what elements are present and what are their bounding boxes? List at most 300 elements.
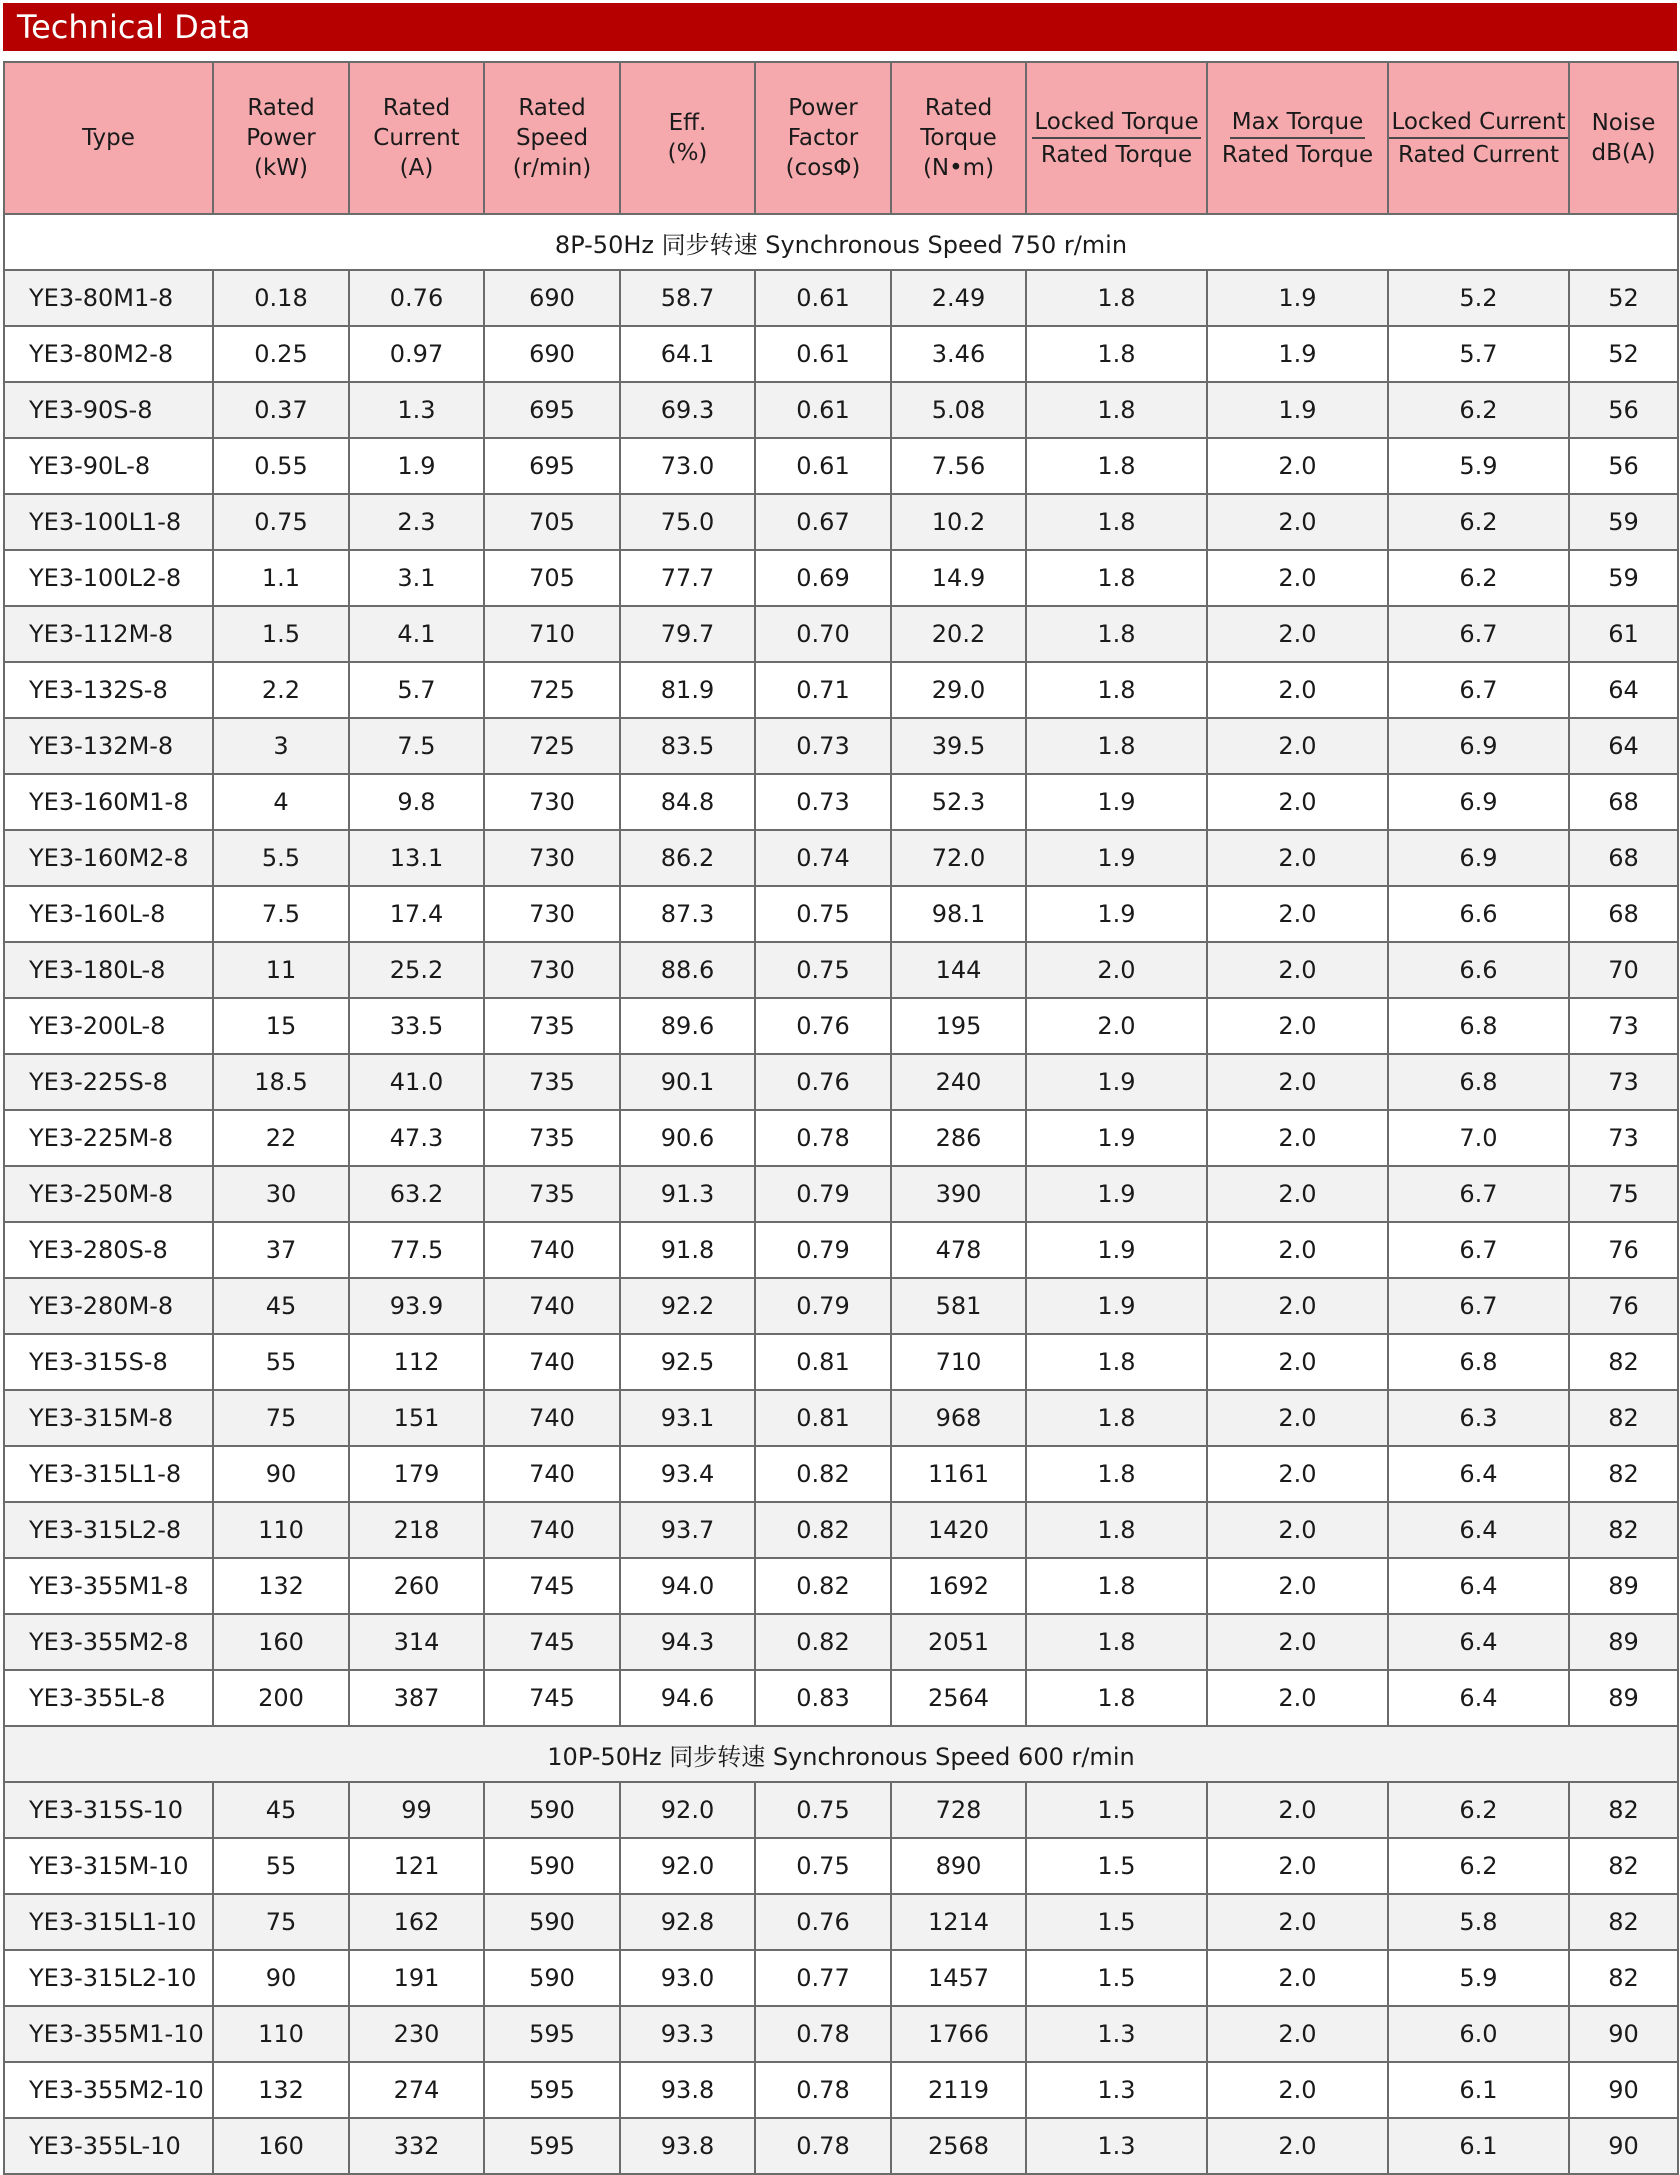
cell-type: YE3-180L-8 — [4, 942, 213, 998]
cell-power-factor: 0.70 — [755, 606, 891, 662]
cell-rated-current: 274 — [349, 2062, 484, 2118]
cell-locked-current-ratio: 6.9 — [1388, 830, 1569, 886]
col-header-noise — [1569, 62, 1678, 214]
cell-type: YE3-280S-8 — [4, 1222, 213, 1278]
cell-locked-current-ratio: 6.8 — [1388, 1334, 1569, 1390]
cell-type: YE3-90S-8 — [4, 382, 213, 438]
cell-rated-speed: 730 — [484, 886, 620, 942]
cell-type: YE3-100L1-8 — [4, 494, 213, 550]
cell-locked-current-ratio: 6.6 — [1388, 886, 1569, 942]
cell-noise: 68 — [1569, 830, 1678, 886]
table-row — [4, 1390, 1678, 1446]
cell-type: YE3-315M-10 — [4, 1838, 213, 1894]
cell-rated-current: 314 — [349, 1614, 484, 1670]
cell-type: YE3-315L1-8 — [4, 1446, 213, 1502]
cell-locked-torque-ratio: 1.8 — [1026, 382, 1207, 438]
cell-max-torque-ratio: 2.0 — [1207, 1110, 1388, 1166]
cell-rated-torque: 20.2 — [891, 606, 1026, 662]
cell-type: YE3-160M2-8 — [4, 830, 213, 886]
cell-locked-current-ratio: 6.3 — [1388, 1390, 1569, 1446]
cell-power-factor: 0.78 — [755, 1110, 891, 1166]
cell-rated-power: 30 — [213, 1166, 349, 1222]
cell-locked-current-ratio: 6.7 — [1388, 1222, 1569, 1278]
cell-power-factor: 0.78 — [755, 2062, 891, 2118]
cell-locked-torque-ratio: 1.9 — [1026, 1278, 1207, 1334]
cell-rated-speed: 705 — [484, 550, 620, 606]
cell-rated-power: 110 — [213, 2006, 349, 2062]
cell-eff: 81.9 — [620, 662, 755, 718]
cell-type: YE3-80M2-8 — [4, 326, 213, 382]
section-title: 8P-50Hz 同步转速 Synchronous Speed 750 r/min — [4, 214, 1678, 270]
cell-max-torque-ratio: 2.0 — [1207, 1390, 1388, 1446]
cell-rated-power: 3 — [213, 718, 349, 774]
cell-rated-power: 45 — [213, 1278, 349, 1334]
cell-type: YE3-315L1-10 — [4, 1894, 213, 1950]
cell-locked-torque-ratio: 1.9 — [1026, 830, 1207, 886]
cell-rated-torque: 2051 — [891, 1614, 1026, 1670]
cell-rated-speed: 745 — [484, 1614, 620, 1670]
cell-max-torque-ratio: 2.0 — [1207, 1614, 1388, 1670]
cell-rated-torque: 240 — [891, 1054, 1026, 1110]
cell-locked-torque-ratio: 1.8 — [1026, 1502, 1207, 1558]
cell-eff: 77.7 — [620, 550, 755, 606]
cell-max-torque-ratio: 2.0 — [1207, 1334, 1388, 1390]
cell-rated-torque: 286 — [891, 1110, 1026, 1166]
header-line: Power — [788, 95, 858, 121]
cell-power-factor: 0.78 — [755, 2006, 891, 2062]
cell-rated-power: 0.75 — [213, 494, 349, 550]
cell-locked-current-ratio: 6.9 — [1388, 774, 1569, 830]
cell-locked-current-ratio: 5.9 — [1388, 438, 1569, 494]
header-line: (A) — [399, 155, 434, 181]
technical-data-table — [3, 61, 1679, 2175]
cell-rated-speed: 740 — [484, 1222, 620, 1278]
cell-power-factor: 0.73 — [755, 774, 891, 830]
cell-type: YE3-315L2-10 — [4, 1950, 213, 2006]
table-row — [4, 830, 1678, 886]
cell-rated-torque: 195 — [891, 998, 1026, 1054]
cell-eff: 89.6 — [620, 998, 755, 1054]
cell-rated-current: 99 — [349, 1782, 484, 1838]
cell-noise: 82 — [1569, 1894, 1678, 1950]
cell-rated-power: 0.55 — [213, 438, 349, 494]
cell-locked-torque-ratio: 1.8 — [1026, 1614, 1207, 1670]
cell-locked-torque-ratio: 1.8 — [1026, 550, 1207, 606]
cell-rated-torque: 52.3 — [891, 774, 1026, 830]
table-row — [4, 1166, 1678, 1222]
cell-noise: 75 — [1569, 1166, 1678, 1222]
cell-rated-torque: 29.0 — [891, 662, 1026, 718]
cell-rated-current: 218 — [349, 1502, 484, 1558]
cell-rated-torque: 72.0 — [891, 830, 1026, 886]
cell-rated-speed: 590 — [484, 1894, 620, 1950]
cell-rated-speed: 710 — [484, 606, 620, 662]
ratio-denominator: Rated Torque — [1040, 141, 1193, 168]
ratio-numerator: Max Torque — [1230, 108, 1365, 139]
cell-rated-power: 37 — [213, 1222, 349, 1278]
cell-locked-current-ratio: 6.7 — [1388, 606, 1569, 662]
cell-rated-speed: 740 — [484, 1502, 620, 1558]
cell-noise: 70 — [1569, 942, 1678, 998]
cell-noise: 68 — [1569, 774, 1678, 830]
header-line: Noise — [1591, 110, 1656, 136]
cell-rated-speed: 595 — [484, 2006, 620, 2062]
cell-rated-current: 33.5 — [349, 998, 484, 1054]
cell-noise: 73 — [1569, 998, 1678, 1054]
cell-rated-current: 77.5 — [349, 1222, 484, 1278]
cell-eff: 64.1 — [620, 326, 755, 382]
cell-power-factor: 0.82 — [755, 1614, 891, 1670]
cell-max-torque-ratio: 2.0 — [1207, 2118, 1388, 2174]
cell-rated-torque: 14.9 — [891, 550, 1026, 606]
cell-locked-current-ratio: 5.8 — [1388, 1894, 1569, 1950]
cell-rated-torque: 3.46 — [891, 326, 1026, 382]
cell-noise: 89 — [1569, 1670, 1678, 1726]
cell-max-torque-ratio: 2.0 — [1207, 830, 1388, 886]
col-header-rated-current — [349, 62, 484, 214]
cell-rated-speed: 730 — [484, 830, 620, 886]
cell-type: YE3-225S-8 — [4, 1054, 213, 1110]
cell-rated-power: 0.18 — [213, 270, 349, 326]
cell-eff: 75.0 — [620, 494, 755, 550]
cell-eff: 84.8 — [620, 774, 755, 830]
cell-rated-power: 11 — [213, 942, 349, 998]
cell-type: YE3-160M1-8 — [4, 774, 213, 830]
cell-rated-torque: 968 — [891, 1390, 1026, 1446]
cell-type: YE3-355L-10 — [4, 2118, 213, 2174]
cell-locked-torque-ratio: 1.5 — [1026, 1838, 1207, 1894]
cell-rated-speed: 590 — [484, 1950, 620, 2006]
cell-locked-current-ratio: 5.7 — [1388, 326, 1569, 382]
cell-max-torque-ratio: 2.0 — [1207, 494, 1388, 550]
cell-eff: 73.0 — [620, 438, 755, 494]
header-line: Current — [373, 125, 460, 151]
cell-rated-torque: 39.5 — [891, 718, 1026, 774]
cell-power-factor: 0.76 — [755, 998, 891, 1054]
cell-locked-torque-ratio: 2.0 — [1026, 942, 1207, 998]
cell-locked-current-ratio: 7.0 — [1388, 1110, 1569, 1166]
cell-locked-torque-ratio: 1.5 — [1026, 1782, 1207, 1838]
cell-max-torque-ratio: 2.0 — [1207, 1446, 1388, 1502]
cell-power-factor: 0.76 — [755, 1054, 891, 1110]
cell-eff: 83.5 — [620, 718, 755, 774]
cell-type: YE3-355L-8 — [4, 1670, 213, 1726]
table-row — [4, 1110, 1678, 1166]
table-row — [4, 942, 1678, 998]
cell-rated-current: 332 — [349, 2118, 484, 2174]
cell-eff: 93.8 — [620, 2062, 755, 2118]
cell-eff: 91.3 — [620, 1166, 755, 1222]
table-row — [4, 606, 1678, 662]
cell-power-factor: 0.82 — [755, 1502, 891, 1558]
title-bar — [3, 3, 1677, 51]
header-line: Factor — [787, 125, 859, 151]
cell-noise: 73 — [1569, 1054, 1678, 1110]
cell-rated-power: 5.5 — [213, 830, 349, 886]
section-header-row — [4, 1726, 1678, 1782]
cell-locked-current-ratio: 6.1 — [1388, 2062, 1569, 2118]
cell-rated-torque: 728 — [891, 1782, 1026, 1838]
cell-power-factor: 0.78 — [755, 2118, 891, 2174]
table-row — [4, 2062, 1678, 2118]
cell-type: YE3-315S-10 — [4, 1782, 213, 1838]
cell-eff: 92.2 — [620, 1278, 755, 1334]
cell-rated-speed: 595 — [484, 2118, 620, 2174]
header-line: Rated — [247, 95, 315, 121]
cell-locked-torque-ratio: 1.8 — [1026, 494, 1207, 550]
cell-max-torque-ratio: 2.0 — [1207, 606, 1388, 662]
cell-rated-torque: 1420 — [891, 1502, 1026, 1558]
table-row — [4, 774, 1678, 830]
header-line: Power — [246, 125, 316, 151]
cell-noise: 68 — [1569, 886, 1678, 942]
cell-locked-torque-ratio: 1.8 — [1026, 1446, 1207, 1502]
cell-noise: 82 — [1569, 1446, 1678, 1502]
table-row — [4, 326, 1678, 382]
header-line: (%) — [667, 140, 708, 166]
table-row — [4, 1670, 1678, 1726]
cell-max-torque-ratio: 2.0 — [1207, 1782, 1388, 1838]
cell-type: YE3-160L-8 — [4, 886, 213, 942]
cell-power-factor: 0.67 — [755, 494, 891, 550]
cell-locked-torque-ratio: 1.5 — [1026, 1894, 1207, 1950]
cell-rated-torque: 890 — [891, 1838, 1026, 1894]
table-row — [4, 270, 1678, 326]
col-header-locked-torque-ratio — [1026, 62, 1207, 214]
cell-locked-torque-ratio: 1.9 — [1026, 886, 1207, 942]
cell-rated-power: 2.2 — [213, 662, 349, 718]
cell-rated-speed: 735 — [484, 1166, 620, 1222]
cell-locked-current-ratio: 6.4 — [1388, 1502, 1569, 1558]
cell-type: YE3-355M1-10 — [4, 2006, 213, 2062]
cell-rated-power: 4 — [213, 774, 349, 830]
cell-power-factor: 0.61 — [755, 382, 891, 438]
cell-rated-power: 7.5 — [213, 886, 349, 942]
cell-eff: 90.1 — [620, 1054, 755, 1110]
table-row — [4, 382, 1678, 438]
cell-eff: 93.3 — [620, 2006, 755, 2062]
cell-locked-torque-ratio: 2.0 — [1026, 998, 1207, 1054]
ratio-numerator: Locked Torque — [1032, 108, 1200, 139]
cell-noise: 52 — [1569, 270, 1678, 326]
cell-rated-current: 3.1 — [349, 550, 484, 606]
cell-rated-torque: 1766 — [891, 2006, 1026, 2062]
cell-rated-current: 0.76 — [349, 270, 484, 326]
cell-power-factor: 0.82 — [755, 1558, 891, 1614]
cell-rated-torque: 2564 — [891, 1670, 1026, 1726]
cell-rated-current: 9.8 — [349, 774, 484, 830]
cell-rated-speed: 695 — [484, 438, 620, 494]
cell-locked-current-ratio: 6.4 — [1388, 1670, 1569, 1726]
cell-rated-power: 18.5 — [213, 1054, 349, 1110]
cell-eff: 92.5 — [620, 1334, 755, 1390]
cell-noise: 64 — [1569, 662, 1678, 718]
cell-rated-speed: 740 — [484, 1446, 620, 1502]
cell-max-torque-ratio: 2.0 — [1207, 1950, 1388, 2006]
cell-max-torque-ratio: 1.9 — [1207, 382, 1388, 438]
cell-rated-power: 90 — [213, 1950, 349, 2006]
cell-locked-current-ratio: 6.9 — [1388, 718, 1569, 774]
col-header-rated-torque — [891, 62, 1026, 214]
cell-power-factor: 0.69 — [755, 550, 891, 606]
cell-max-torque-ratio: 2.0 — [1207, 662, 1388, 718]
cell-locked-torque-ratio: 1.8 — [1026, 718, 1207, 774]
cell-locked-current-ratio: 6.2 — [1388, 1838, 1569, 1894]
cell-rated-current: 2.3 — [349, 494, 484, 550]
cell-power-factor: 0.75 — [755, 1782, 891, 1838]
cell-rated-power: 160 — [213, 2118, 349, 2174]
cell-rated-speed: 690 — [484, 326, 620, 382]
cell-locked-torque-ratio: 1.8 — [1026, 606, 1207, 662]
cell-locked-torque-ratio: 1.8 — [1026, 662, 1207, 718]
cell-max-torque-ratio: 2.0 — [1207, 774, 1388, 830]
header-line: Torque — [920, 125, 997, 151]
header-line: (r/min) — [512, 155, 592, 181]
cell-max-torque-ratio: 2.0 — [1207, 1502, 1388, 1558]
cell-locked-torque-ratio: 1.3 — [1026, 2118, 1207, 2174]
col-header-eff — [620, 62, 755, 214]
cell-eff: 58.7 — [620, 270, 755, 326]
cell-locked-torque-ratio: 1.9 — [1026, 1054, 1207, 1110]
cell-locked-current-ratio: 6.7 — [1388, 1166, 1569, 1222]
cell-noise: 82 — [1569, 1782, 1678, 1838]
header-line: Rated — [518, 95, 586, 121]
cell-rated-speed: 590 — [484, 1838, 620, 1894]
cell-max-torque-ratio: 2.0 — [1207, 886, 1388, 942]
cell-rated-current: 112 — [349, 1334, 484, 1390]
cell-power-factor: 0.75 — [755, 942, 891, 998]
cell-rated-torque: 144 — [891, 942, 1026, 998]
col-header-type-label: Type — [82, 125, 135, 151]
cell-rated-power: 132 — [213, 1558, 349, 1614]
section-header-row — [4, 214, 1678, 270]
cell-max-torque-ratio: 1.9 — [1207, 326, 1388, 382]
table-row — [4, 1838, 1678, 1894]
cell-power-factor: 0.61 — [755, 326, 891, 382]
cell-type: YE3-355M2-8 — [4, 1614, 213, 1670]
cell-power-factor: 0.82 — [755, 1446, 891, 1502]
cell-eff: 93.7 — [620, 1502, 755, 1558]
cell-noise: 89 — [1569, 1614, 1678, 1670]
col-header-power-factor — [755, 62, 891, 214]
cell-rated-speed: 705 — [484, 494, 620, 550]
cell-eff: 93.1 — [620, 1390, 755, 1446]
cell-rated-speed: 740 — [484, 1334, 620, 1390]
cell-power-factor: 0.61 — [755, 270, 891, 326]
cell-rated-current: 41.0 — [349, 1054, 484, 1110]
cell-rated-current: 151 — [349, 1390, 484, 1446]
ratio-denominator: Rated Torque — [1221, 141, 1374, 168]
cell-locked-current-ratio: 6.0 — [1388, 2006, 1569, 2062]
cell-noise: 90 — [1569, 2062, 1678, 2118]
cell-max-torque-ratio: 2.0 — [1207, 1166, 1388, 1222]
cell-noise: 52 — [1569, 326, 1678, 382]
cell-max-torque-ratio: 2.0 — [1207, 1670, 1388, 1726]
cell-noise: 82 — [1569, 1950, 1678, 2006]
cell-power-factor: 0.79 — [755, 1222, 891, 1278]
cell-type: YE3-315L2-8 — [4, 1502, 213, 1558]
cell-rated-torque: 1161 — [891, 1446, 1026, 1502]
table-row — [4, 438, 1678, 494]
cell-locked-current-ratio: 6.4 — [1388, 1614, 1569, 1670]
table-row — [4, 2006, 1678, 2062]
cell-rated-power: 15 — [213, 998, 349, 1054]
table-row — [4, 1278, 1678, 1334]
cell-locked-current-ratio: 6.4 — [1388, 1558, 1569, 1614]
table-row — [4, 718, 1678, 774]
table-row — [4, 662, 1678, 718]
col-header-type — [4, 62, 213, 214]
cell-rated-current: 4.1 — [349, 606, 484, 662]
cell-locked-torque-ratio: 1.9 — [1026, 1110, 1207, 1166]
cell-rated-current: 260 — [349, 1558, 484, 1614]
cell-rated-torque: 10.2 — [891, 494, 1026, 550]
cell-power-factor: 0.81 — [755, 1390, 891, 1446]
cell-rated-current: 230 — [349, 2006, 484, 2062]
cell-rated-speed: 730 — [484, 774, 620, 830]
cell-rated-current: 179 — [349, 1446, 484, 1502]
cell-locked-torque-ratio: 1.8 — [1026, 1670, 1207, 1726]
cell-power-factor: 0.75 — [755, 1838, 891, 1894]
table-row — [4, 998, 1678, 1054]
cell-rated-torque: 1457 — [891, 1950, 1026, 2006]
cell-rated-current: 162 — [349, 1894, 484, 1950]
cell-rated-speed: 740 — [484, 1278, 620, 1334]
cell-locked-torque-ratio: 1.8 — [1026, 438, 1207, 494]
cell-rated-speed: 740 — [484, 1390, 620, 1446]
cell-power-factor: 0.74 — [755, 830, 891, 886]
cell-rated-current: 121 — [349, 1838, 484, 1894]
cell-type: YE3-132M-8 — [4, 718, 213, 774]
cell-locked-current-ratio: 6.2 — [1388, 550, 1569, 606]
cell-max-torque-ratio: 2.0 — [1207, 1838, 1388, 1894]
ratio-denominator: Rated Current — [1397, 141, 1560, 168]
cell-eff: 92.8 — [620, 1894, 755, 1950]
cell-noise: 82 — [1569, 1838, 1678, 1894]
header-line: Eff. — [668, 110, 707, 136]
cell-rated-torque: 390 — [891, 1166, 1026, 1222]
cell-rated-torque: 581 — [891, 1278, 1026, 1334]
cell-locked-current-ratio: 6.8 — [1388, 1054, 1569, 1110]
table-row — [4, 886, 1678, 942]
cell-locked-current-ratio: 6.7 — [1388, 662, 1569, 718]
table-row — [4, 1334, 1678, 1390]
cell-rated-power: 55 — [213, 1334, 349, 1390]
cell-eff: 87.3 — [620, 886, 755, 942]
cell-rated-speed: 695 — [484, 382, 620, 438]
cell-eff: 92.0 — [620, 1782, 755, 1838]
cell-noise: 56 — [1569, 382, 1678, 438]
cell-power-factor: 0.81 — [755, 1334, 891, 1390]
cell-power-factor: 0.71 — [755, 662, 891, 718]
cell-max-torque-ratio: 2.0 — [1207, 1558, 1388, 1614]
col-header-rated-speed — [484, 62, 620, 214]
cell-rated-speed: 735 — [484, 1054, 620, 1110]
table-row — [4, 494, 1678, 550]
cell-rated-power: 0.25 — [213, 326, 349, 382]
header-line: dB(A) — [1591, 140, 1656, 166]
cell-rated-power: 200 — [213, 1670, 349, 1726]
header-line: Speed — [515, 125, 589, 151]
cell-rated-current: 93.9 — [349, 1278, 484, 1334]
table-row — [4, 1558, 1678, 1614]
cell-rated-torque: 2568 — [891, 2118, 1026, 2174]
cell-type: YE3-200L-8 — [4, 998, 213, 1054]
cell-rated-speed: 690 — [484, 270, 620, 326]
cell-type: YE3-315S-8 — [4, 1334, 213, 1390]
cell-rated-power: 1.1 — [213, 550, 349, 606]
ratio-numerator: Locked Current — [1389, 108, 1567, 139]
